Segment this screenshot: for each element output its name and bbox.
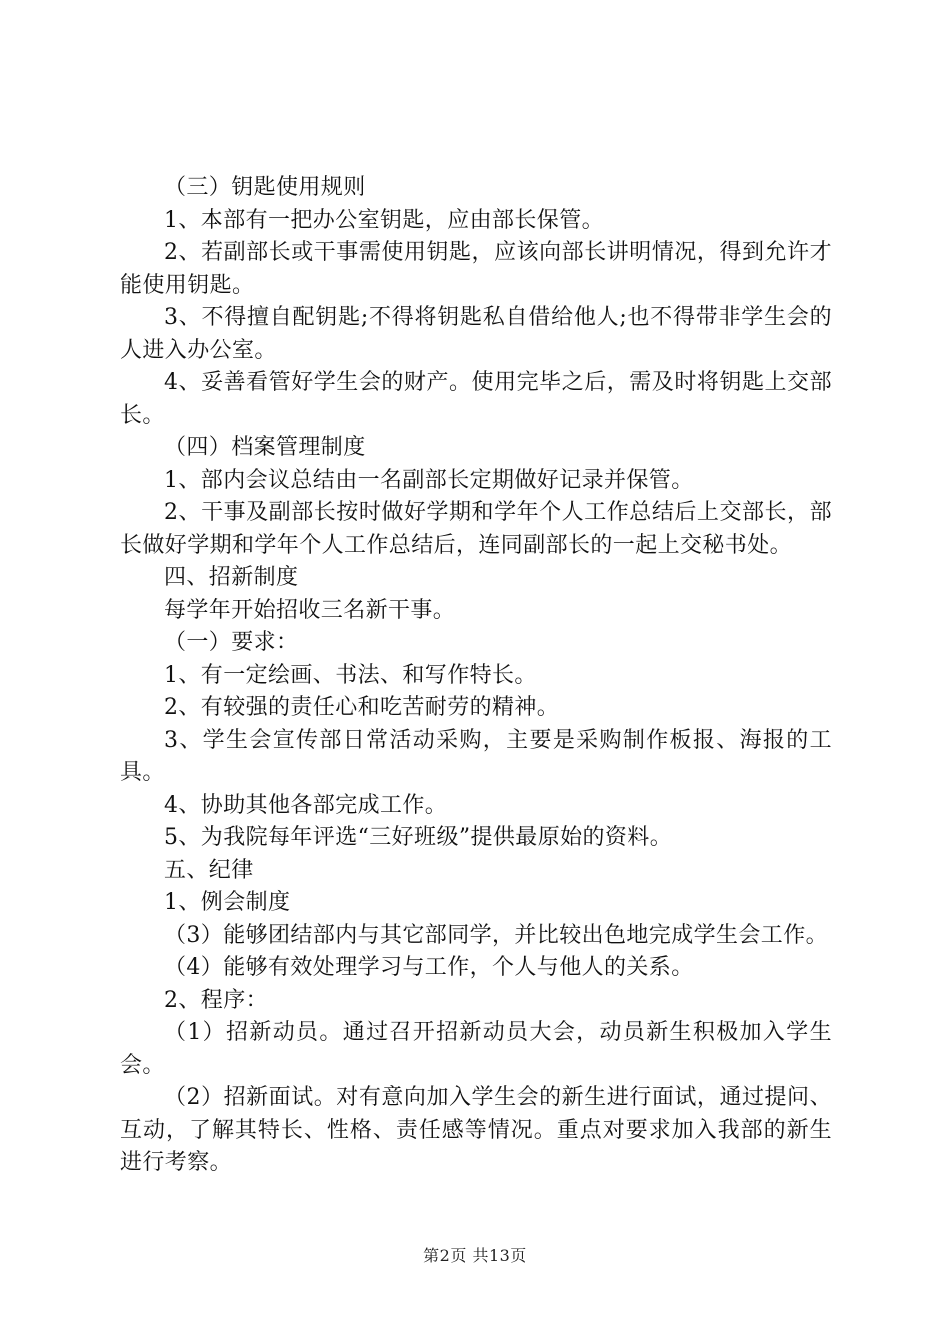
page-footer	[0, 1243, 950, 1266]
paragraph: 1、例会制度	[164, 890, 291, 915]
paragraph: 4、妥善看管好学生会的财产。使用完毕之后，需及时将钥匙上交部长。	[120, 370, 832, 428]
paragraph: 每学年开始招收三名新干事。	[164, 597, 456, 623]
paragraph: 2、干事及副部长按时做好学期和学年个人工作总结后上交部长，部长做好学期和学年个人工作总结后，连同副部长的一起上交秘书处。	[120, 500, 832, 558]
paragraph: （三）钥匙使用规则	[164, 175, 366, 200]
paragraph: 四、招新制度	[164, 565, 299, 590]
paragraph: 2、若副部长或干事需使用钥匙，应该向部长讲明情况，得到允许才能使用钥匙。	[120, 240, 832, 298]
paragraph: 1、部内会议总结由一名副部长定期做好记录并保管。	[164, 467, 694, 493]
paragraph: （3）能够团结部内与其它部同学，并比较出色地完成学生会工作。	[164, 922, 828, 948]
paragraph: 1、有一定绘画、书法、和写作特长。	[164, 662, 537, 688]
paragraph: 1、本部有一把办公室钥匙，应由部长保管。	[164, 207, 604, 233]
paragraph: 2、程序：	[164, 987, 268, 1013]
document-body	[120, 172, 832, 1180]
paragraph: （四）档案管理制度	[164, 435, 366, 460]
paragraph: 3、学生会宣传部日常活动采购，主要是采购制作板报、海报的工具。	[120, 727, 832, 785]
paragraph: （1）招新动员。通过召开招新动员大会，动员新生积极加入学生会。	[120, 1020, 832, 1078]
paragraph: （2）招新面试。对有意向加入学生会的新生进行面试，通过提问、互动，了解其特长、性格、责任感等情况。重点对要求加入我部的新生进行考察。	[120, 1085, 832, 1175]
paragraph: 5、为我院每年评选“三好班级”提供最原始的资料。	[164, 825, 673, 850]
page-number-label: 第2页 共13页	[423, 1246, 527, 1265]
paragraph: （4）能够有效处理学习与工作，个人与他人的关系。	[164, 955, 694, 980]
paragraph: （一）要求：	[164, 630, 299, 655]
paragraph: 3、不得擅自配钥匙;不得将钥匙私自借给他人;也不得带非学生会的人进入办公室。	[120, 305, 832, 363]
paragraph: 4、协助其他各部完成工作。	[164, 792, 448, 818]
paragraph: 2、有较强的责任心和吃苦耐劳的精神。	[164, 695, 560, 720]
paragraph: 五、纪律	[164, 857, 254, 883]
